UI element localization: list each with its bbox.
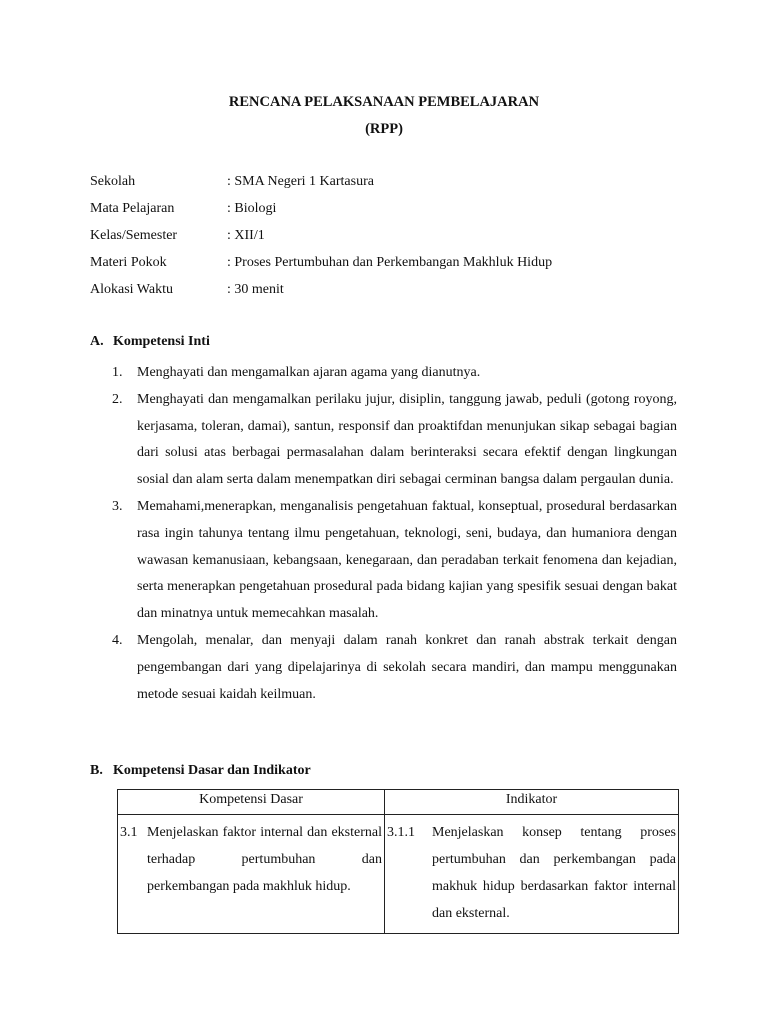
section-b-title: Kompetensi Dasar dan Indikator	[113, 763, 311, 778]
list-item-number: 2.	[112, 391, 123, 407]
list-item	[112, 387, 677, 494]
identity-label: Mata Pelajaran	[90, 201, 175, 216]
kd-text: Menjelaskan faktor internal dan eksternal terhadap pertumbuhan dan perkembangan pada makhluk hidup.	[147, 825, 382, 894]
section-a-heading	[90, 333, 210, 351]
section-a-title: Kompetensi Inti	[113, 334, 210, 349]
kompetensi-inti-list	[112, 360, 677, 708]
identity-label: Kelas/Semester	[90, 228, 178, 243]
document-title: RENCANA PELAKSANAAN PEMBELAJARAN	[228, 94, 540, 110]
document-subtitle: (RPP)	[365, 121, 403, 137]
identity-value: : Proses Pertumbuhan dan Perkembangan Makhluk Hidup	[227, 255, 553, 270]
list-item-number: 3.	[112, 498, 123, 514]
section-b-heading	[90, 762, 311, 780]
kd-code: 3.1	[120, 825, 138, 840]
list-item	[112, 360, 677, 387]
identity-row-kelas-semester	[90, 227, 690, 254]
column-header-indikator: Indikator	[385, 790, 679, 815]
table-header-row	[118, 790, 679, 815]
section-b-letter: B.	[90, 763, 103, 778]
indikator-text: Menjelaskan konsep tentang proses pertumbuhan dan perkembangan pada makhuk hidup berdasarkan faktor internal dan eksternal.	[432, 825, 676, 921]
identity-block	[90, 173, 690, 308]
identity-value: : Biologi	[227, 201, 277, 216]
column-header-kompetensi-dasar: Kompetensi Dasar	[118, 790, 385, 815]
list-item-number: 1.	[112, 365, 123, 380]
table-row	[118, 815, 679, 934]
identity-value: : 30 menit	[227, 282, 284, 297]
list-item-text: Menghayati dan mengamalkan ajaran agama yang dianutnya.	[137, 365, 481, 380]
list-item	[112, 494, 677, 628]
kompetensi-dasar-table	[117, 789, 679, 934]
list-item-number: 4.	[112, 632, 123, 648]
identity-label: Materi Pokok	[90, 255, 167, 270]
identity-value: : SMA Negeri 1 Kartasura	[227, 174, 374, 189]
identity-row-sekolah	[90, 173, 690, 200]
section-a-letter: A.	[90, 334, 104, 349]
identity-row-materi-pokok	[90, 254, 690, 281]
identity-row-mata-pelajaran	[90, 200, 690, 227]
list-item	[112, 628, 677, 708]
indikator-cell	[385, 815, 679, 934]
identity-label: Alokasi Waktu	[90, 282, 173, 297]
identity-value: : XII/1	[227, 228, 265, 243]
kompetensi-dasar-cell	[118, 815, 385, 934]
list-item-text: Memahami,menerapkan, menganalisis pengetahuan faktual, konseptual, prosedural berdasarkan rasa ingin tahunya tentang ilmu pengetahuan, teknologi, seni, budaya, dan humaniora dengan wawasan kemanusiaan, kebangsaan, kenegaraan, dan peradaban terkait fenomena dan kejadian, serta menerapkan pengetahuan prosedural pada bidang kajian yang spesifik sesuai dengan bakat dan minatnya untuk memecahkan masalah.	[137, 498, 677, 622]
identity-row-alokasi-waktu	[90, 281, 690, 308]
indikator-code: 3.1.1	[387, 825, 415, 840]
list-item-text: Menghayati dan mengamalkan perilaku jujur, disiplin, tanggung jawab, peduli (gotong royong, kerjasama, toleran, damai), santun, responsif dan proaktifdan menunjukan sikap sebagai bagian dari solusi atas berbagai permasalahan dalam berinteraksi secara efektif dengan lingkungan sosial dan alam serta dalam menempatkan diri sebagai cerminan bangsa dalam pergaulan dunia.	[137, 391, 677, 488]
identity-label: Sekolah	[90, 174, 136, 189]
list-item-text: Mengolah, menalar, dan menyaji dalam ranah konkret dan ranah abstrak terkait dengan pengembangan dari yang dipelajarinya di sekolah secara mandiri, dan mampu menggunakan metode sesuai kaidah keilmuan.	[137, 632, 677, 702]
